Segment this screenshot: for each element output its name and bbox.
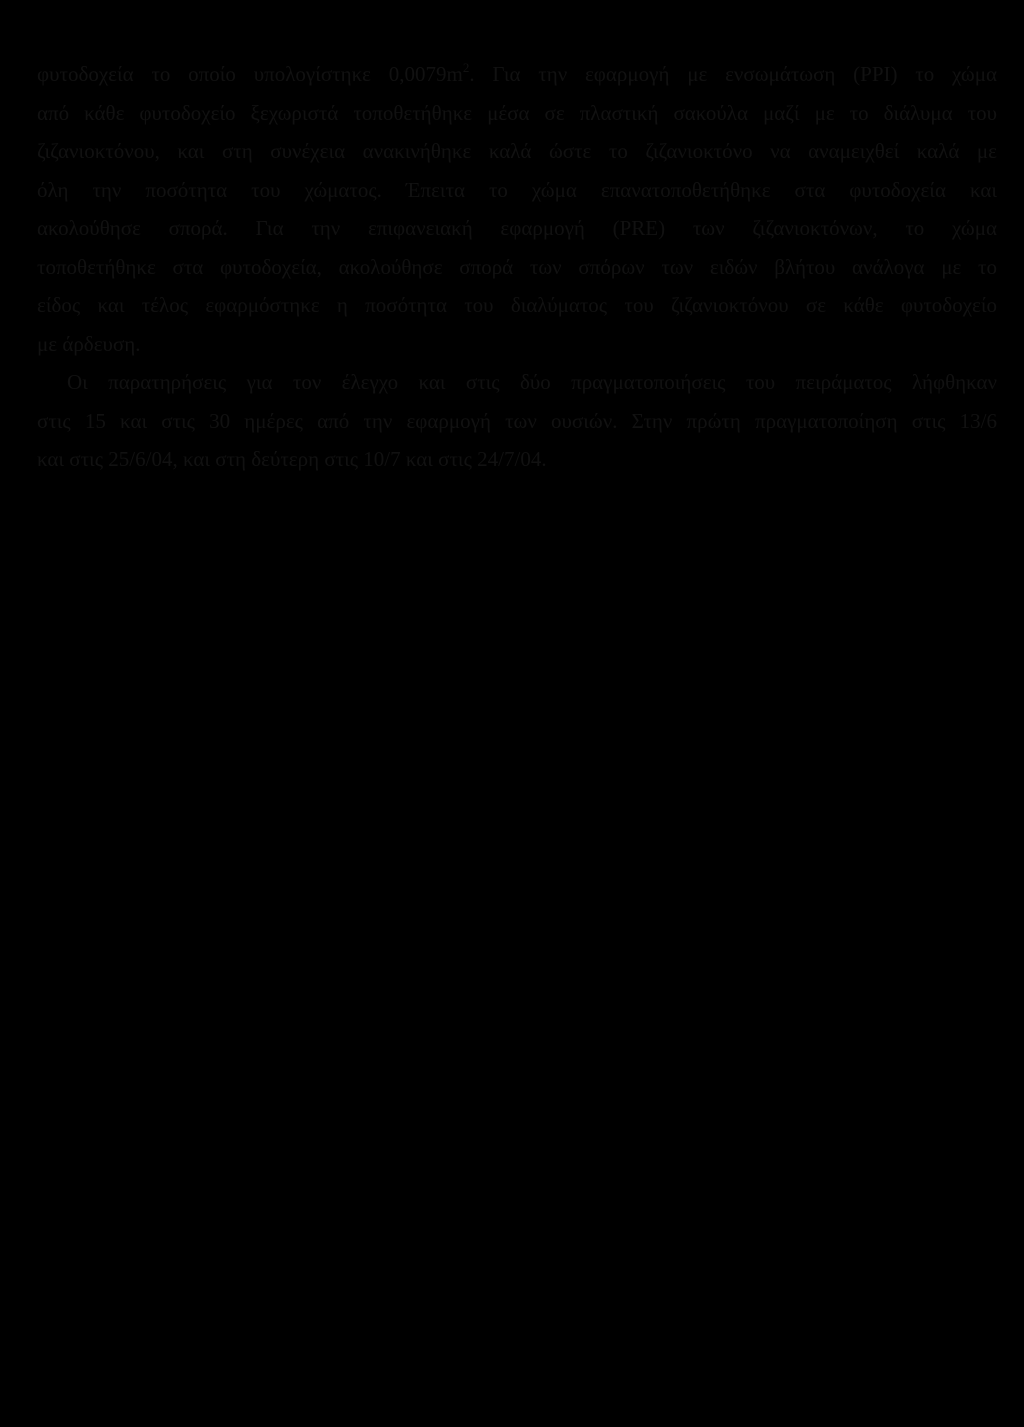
superscript-exponent: 2 <box>462 60 470 75</box>
text-segment: φυτοδοχεία το οποίο υπολογίστηκε 0,0079m <box>37 62 463 86</box>
paragraph-1-line-6: τοποθετήθηκε στα φυτοδοχεία, ακολούθησε σπορά των σπόρων των ειδών βλήτου ανάλογα με το <box>37 254 997 279</box>
paragraph-1-line-8: με άρδευση. <box>37 331 141 356</box>
paragraph-2-line-1: Οι παρατηρήσεις για τον έλεγχο και στις δύο πραγματοποιήσεις του πειράματος λήφθηκαν <box>67 370 997 394</box>
paragraph-1-line-4: όλη την ποσότητα του χώματος. Έπειτα το χώμα επανατοποθετήθηκε στα φυτοδοχεία και <box>37 177 997 202</box>
paragraph-1-line-2: από κάθε φυτοδοχείο ξεχωριστά τοποθετήθηκε μέσα σε πλαστική σακούλα μαζί με το διάλυμα του <box>37 100 997 125</box>
paragraph-1-line-1 <box>37 55 997 94</box>
paragraph-2-line-3: και στις 25/6/04, και στη δεύτερη στις 10/7 και στις 24/7/04. <box>37 447 547 471</box>
paragraph-1-line-5: ακολούθησε σπορά. Για την επιφανειακή εφαρμογή (PRE) των ζιζανιοκτόνων, το χώμα <box>37 216 997 240</box>
paragraph-1-line-7: είδος και τέλος εφαρμόστηκε η ποσότητα του διαλύματος του ζιζανιοκτόνου σε κάθε φυτοδοχείο <box>37 293 997 317</box>
paragraph-1-line-3: ζιζανιοκτόνου, και στη συνέχεια ανακινήθηκε καλά ώστε το ζιζανιοκτόνο να αναμειχθεί καλά με <box>37 139 997 163</box>
text-segment: . Για την εφαρμογή με ενσωμάτωση (PPI) το χώμα <box>469 62 997 86</box>
body-text <box>37 55 997 479</box>
paragraph-2-line-2: στις 15 και στις 30 ημέρες από την εφαρμογή των ουσιών. Στην πρώτη πραγματοποίηση στις 13/6 <box>37 408 997 433</box>
